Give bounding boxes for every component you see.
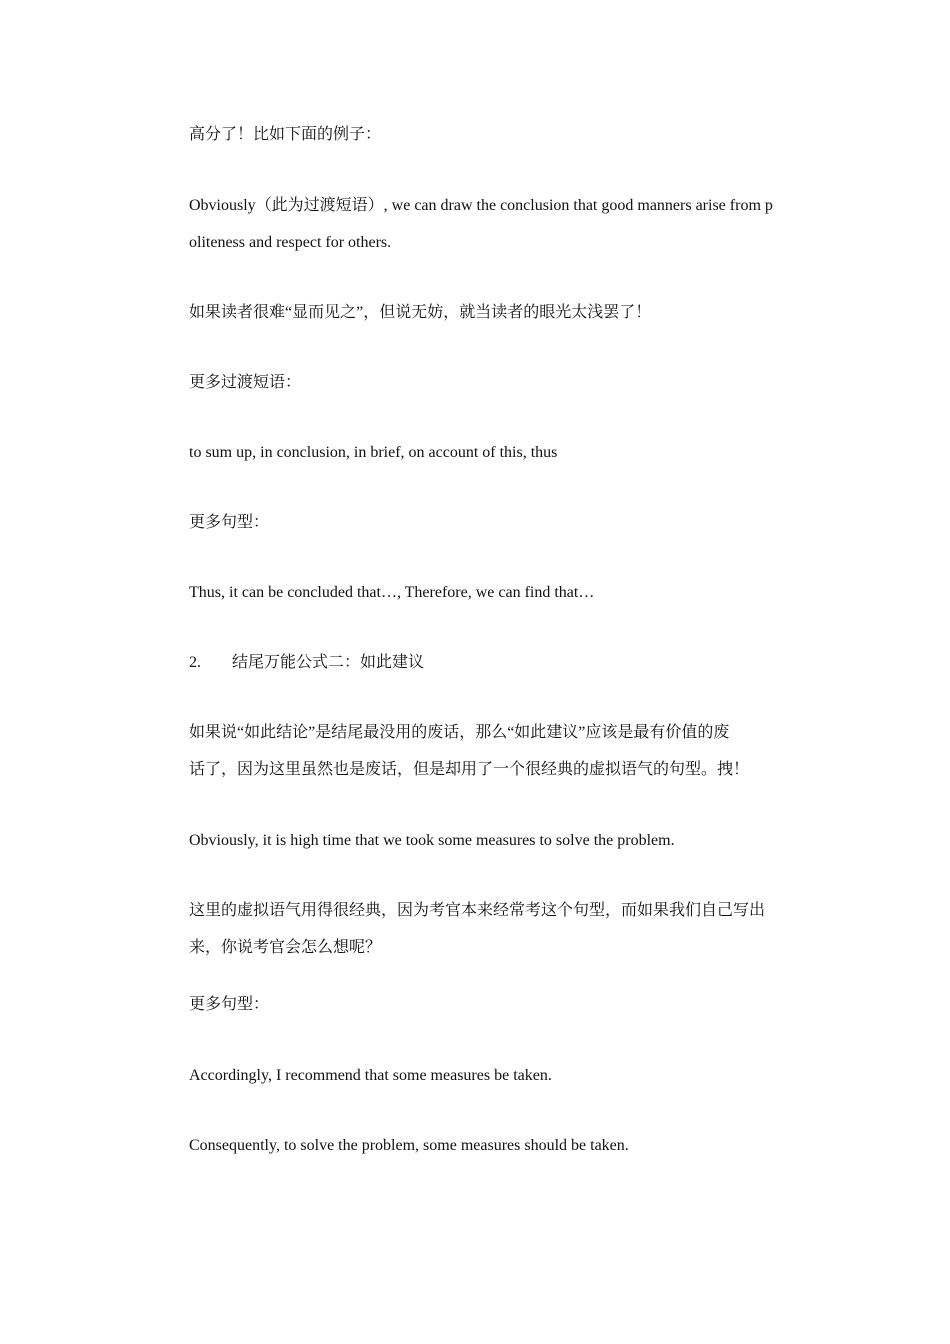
body-text-line: 话了，因为这里虽然也是废话，但是却用了一个很经典的虚拟语气的句型。拽！ — [189, 761, 750, 778]
body-text-line: 高分了！比如下面的例子： — [189, 126, 382, 143]
section-heading — [189, 653, 424, 673]
body-text-line: Accordingly, I recommend that some measures be taken. — [189, 1067, 552, 1084]
body-text-line: to sum up, in conclusion, in brief, on account of this, thus — [189, 444, 558, 461]
body-text-line: 如果说“如此结论”是结尾最没用的废话，那么“如此建议”应该是最有价值的废 — [189, 724, 730, 741]
body-text-line: 这里的虚拟语气用得很经典，因为考官本来经常考这个句型，而如果我们自己写出 — [189, 902, 766, 919]
body-text-line: oliteness and respect for others. — [189, 234, 392, 251]
body-text-line: 如果读者很难“显而见之”，但说无妨，就当读者的眼光太浅罢了！ — [189, 304, 652, 321]
body-text-line: 来，你说考官会怎么想呢？ — [189, 939, 382, 956]
section-number: 2. — [189, 654, 201, 671]
body-text-line: Consequently, to solve the problem, some measures should be taken. — [189, 1137, 629, 1154]
body-text-line: Obviously（此为过渡短语）, we can draw the conclusion that good manners arise from p — [189, 197, 773, 214]
body-text-line: Thus, it can be concluded that…, Therefore, we can find that… — [189, 584, 595, 601]
body-text-line: 更多句型： — [189, 514, 270, 531]
body-text-line: 更多过渡短语： — [189, 374, 302, 391]
section-title: 结尾万能公式二：如此建议 — [232, 654, 425, 671]
body-text-line: 更多句型： — [189, 996, 270, 1013]
body-text-line: Obviously, it is high time that we took some measures to solve the problem. — [189, 832, 675, 849]
